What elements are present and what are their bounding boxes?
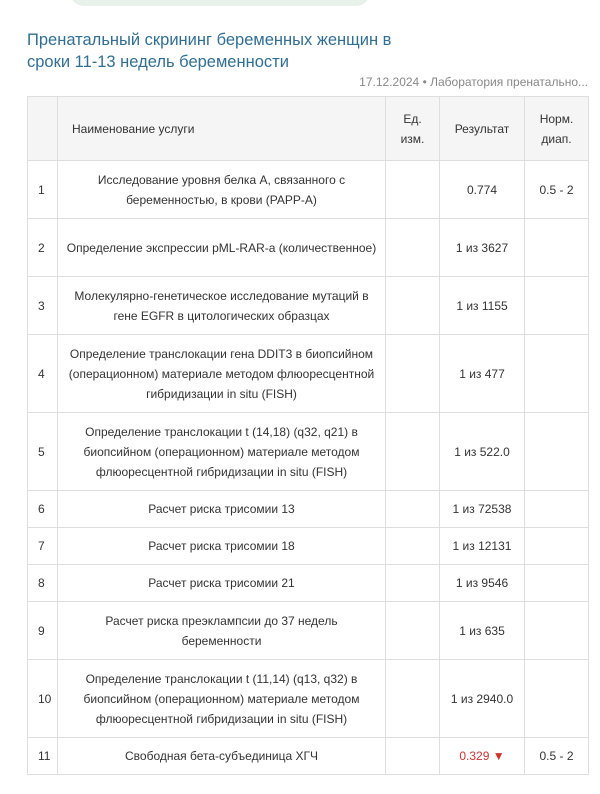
table-row: [28, 565, 589, 602]
range-cell: [525, 413, 589, 491]
unit-cell: [386, 565, 440, 602]
range-cell: [525, 335, 589, 413]
table-row: [28, 528, 589, 565]
service-name: Определение транслокации гена DDIT3 в биопсийном (операционном) материале методом флюоресцентной гибридизации in situ (FISH): [58, 335, 386, 413]
unit-cell: [386, 491, 440, 528]
unit-cell: [386, 219, 440, 277]
table-row: [28, 277, 589, 335]
unit-cell: [386, 413, 440, 491]
column-header-number: [28, 97, 58, 161]
row-number: 11: [28, 738, 58, 775]
table-row: [28, 738, 589, 775]
service-name: Определение транслокации t (14,18) (q32, q21) в биопсийном (операционном) материале методом флюоресцентной гибридизации in situ (FISH): [58, 413, 386, 491]
range-cell: [525, 565, 589, 602]
table-row: [28, 219, 589, 277]
row-number: 8: [28, 565, 58, 602]
results-table: [27, 96, 589, 775]
result-cell: 0.774: [440, 161, 525, 219]
column-header-result: Результат: [440, 97, 525, 161]
result-cell: 1 из 12131: [440, 528, 525, 565]
page-title: Пренатальный скрининг беременных женщин в сроки 11-13 недель беременности: [27, 31, 392, 71]
row-number: 1: [28, 161, 58, 219]
result-cell: [440, 738, 525, 775]
unit-cell: [386, 738, 440, 775]
unit-cell: [386, 335, 440, 413]
unit-cell: [386, 277, 440, 335]
range-cell: [525, 491, 589, 528]
service-name: Исследование уровня белка А, связанного с беременностью, в крови (PAPP-A): [58, 161, 386, 219]
row-number: 7: [28, 528, 58, 565]
row-number: 5: [28, 413, 58, 491]
service-name: Свободная бета-субъединица ХГЧ: [58, 738, 386, 775]
row-number: 4: [28, 335, 58, 413]
top-tab-pill: [70, 0, 370, 6]
row-number: 2: [28, 219, 58, 277]
table-header-row: [28, 97, 589, 161]
service-name: Расчет риска преэклампсии до 37 недель беременности: [58, 602, 386, 660]
table-row: [28, 602, 589, 660]
result-cell: 1 из 1155: [440, 277, 525, 335]
unit-cell: [386, 528, 440, 565]
range-cell: 0.5 - 2: [525, 161, 589, 219]
unit-cell: [386, 602, 440, 660]
table-row: [28, 491, 589, 528]
range-cell: [525, 277, 589, 335]
row-number: 3: [28, 277, 58, 335]
service-name: Расчет риска трисомии 21: [58, 565, 386, 602]
result-cell: 1 из 2940.0: [440, 660, 525, 738]
result-cell: 1 из 635: [440, 602, 525, 660]
table-row: [28, 413, 589, 491]
service-name: Расчет риска трисомии 18: [58, 528, 386, 565]
table-row: [28, 335, 589, 413]
low-flag-icon: ▼: [492, 749, 505, 763]
column-header-service: Наименование услуги: [58, 97, 386, 161]
table-row: [28, 660, 589, 738]
range-cell: [525, 528, 589, 565]
service-name: Определение экспрессии pML-RAR-a (количественное): [58, 219, 386, 277]
row-number: 10: [28, 660, 58, 738]
range-cell: [525, 660, 589, 738]
unit-cell: [386, 161, 440, 219]
result-cell: 1 из 477: [440, 335, 525, 413]
range-cell: [525, 219, 589, 277]
result-value: 0.329: [459, 749, 490, 763]
service-name: Молекулярно-генетическое исследование мутаций в гене EGFR в цитологических образцах: [58, 277, 386, 335]
table-row: [28, 161, 589, 219]
range-cell: [525, 602, 589, 660]
result-cell: 1 из 9546: [440, 565, 525, 602]
result-cell: 1 из 522.0: [440, 413, 525, 491]
range-cell: 0.5 - 2: [525, 738, 589, 775]
result-cell: 1 из 3627: [440, 219, 525, 277]
row-number: 6: [28, 491, 58, 528]
result-cell: 1 из 72538: [440, 491, 525, 528]
service-name: Расчет риска трисомии 13: [58, 491, 386, 528]
unit-cell: [386, 660, 440, 738]
report-meta[interactable]: 17.12.2024 • Лаборатория пренатально...: [359, 75, 588, 89]
row-number: 9: [28, 602, 58, 660]
service-name: Определение транслокации t (11,14) (q13, q32) в биопсийном (операционном) материале методом флюоресцентной гибридизации in situ (FISH): [58, 660, 386, 738]
column-header-unit: Ед. изм.: [386, 97, 440, 161]
column-header-range: Норм. диап.: [525, 97, 589, 161]
